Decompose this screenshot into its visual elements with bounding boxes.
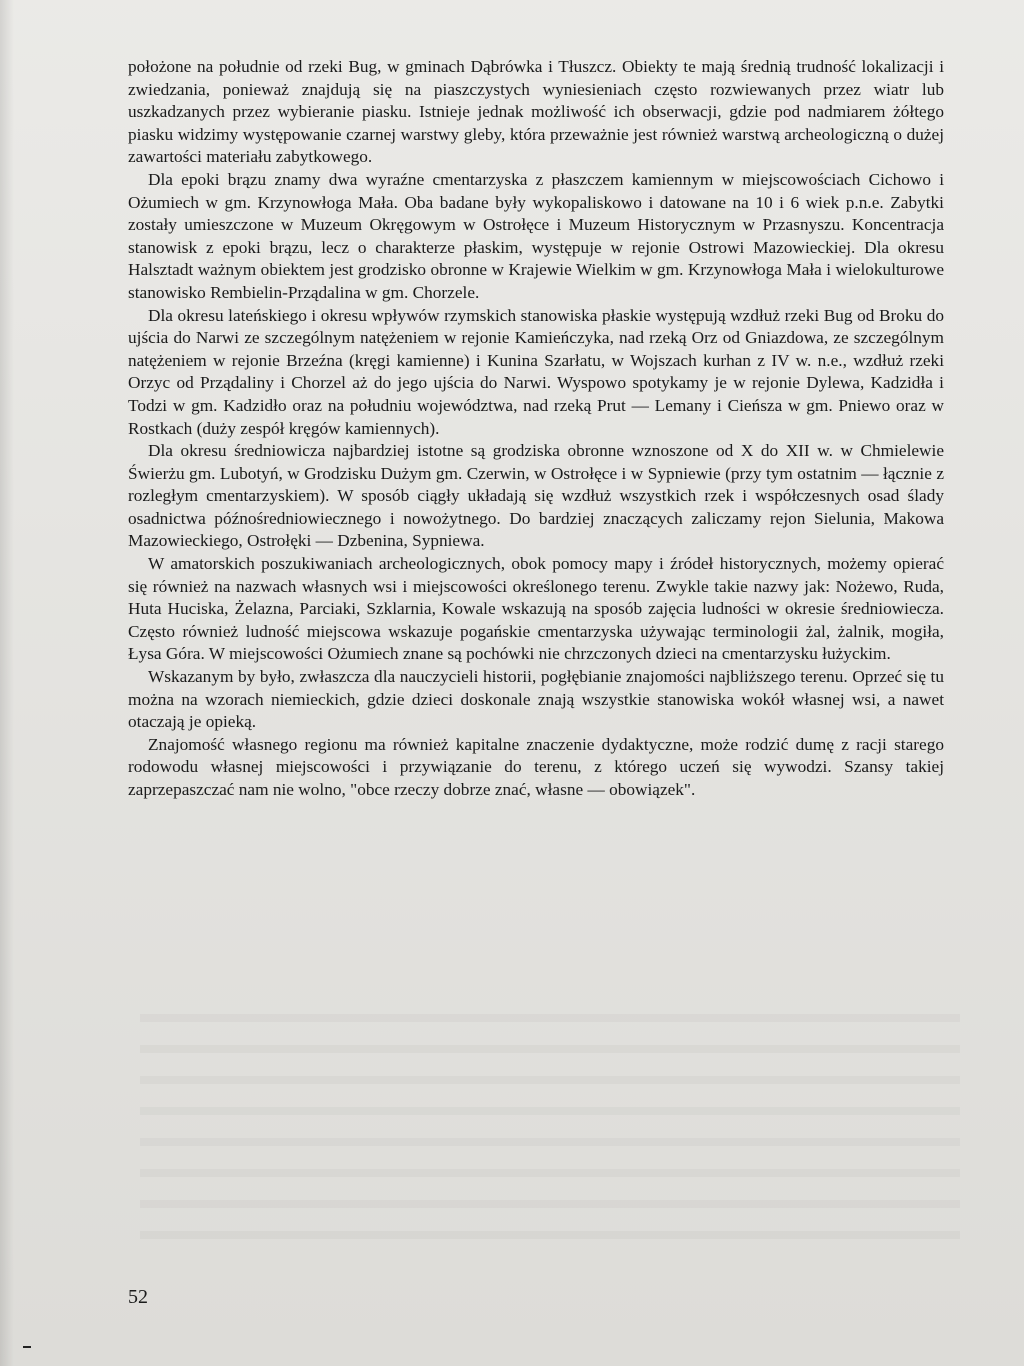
paragraph-teachers: Wskazanym by było, zwłaszcza dla nauczycieli historii, pogłębianie znajomości najbliższego terenu. Oprzeć się tu można na wzorach niemieckich, gdzie dzieci doskonale znają wszystkie stanowiska wokół własnej wsi, a nawet otaczają je opieką. — [128, 667, 944, 732]
paragraph-medieval: Dla okresu średniowicza najbardziej istotne są grodziska obronne wznoszone od X do XII w. w Chmielewie Świerżu gm. Lubotyń, w Grodzisku Dużym gm. Czerwin, w Ostrołęce i w Sypniewie (przy tym ostatnim — łącznie z rozległym cmentarzyskiem). W sposób ciągły układają się wzdłuż wszystkich rzek i współczesnych osad ślady osadnictwa późnośredniowiecznego i nowożytnego. Do bardziej znaczących zaliczamy rejon Sielunia, Makowa Mazowieckiego, Ostrołęki — Dzbenina, Sypniewa. — [128, 441, 944, 551]
page-body-text — [128, 56, 944, 802]
paragraph-continuation: położone na południe od rzeki Bug, w gminach Dąbrówka i Tłuszcz. Obiekty te mają średnią trudność lokalizacji i zwiedzania, ponieważ znajdują się na piaszczystych wyniesieniach często rozwiewanych przez wiatr lub uszkadzanych przez wybieranie piasku. Istnieje jednak możliwość ich obserwacji, gdzie pod nadmiarem żółtego piasku widzimy występowanie czarnej warstwy gleby, która przeważnie jest również warstwą archeologiczną o dużej zawartości materiału zabytkowego. — [128, 57, 944, 167]
paragraph-bronze-age: Dla epoki brązu znamy dwa wyraźne cmentarzyska z płaszczem kamiennym w miejscowościach Cichowo i Ożumiech w gm. Krzynowłoga Mała. Oba badane były wykopaliskowo i datowane na 10 i 6 wiek p.n.e. Zabytki zostały umieszczone w Muzeum Okręgowym w Ostrołęce i Muzeum Historycznym w Przasnyszu. Koncentracja stanowisk z epoki brązu, lecz o charakterze płaskim, występuje w rejonie Ostrowi Mazowieckiej. Dla okresu Halsztadt ważnym obiektem jest grodzisko obronne w Krajewie Wielkim w gm. Krzynowłoga Mała i wielokulturowe stanowisko Rembielin-Prządalina w gm. Chorzele. — [128, 169, 944, 302]
margin-mark — [23, 1346, 31, 1348]
paragraph-amateur-research: W amatorskich poszukiwaniach archeologicznych, obok pomocy mapy i źródeł historycznych, możemy opierać się również na nazwach własnych wsi i miejscowości określonego terenu. Zwykle takie nazwy jak: Nożewo, Ruda, Huta Huciska, Żelazna, Parciaki, Szklarnia, Kowale wskazują na sposób zajęcia ludności w okresie średniowiecza. Często również ludność miejscowa wskazuje pogańskie cmentarzyska używając terminologii żal, żalnik, mogiła, Łysa Góra. W miejscowości Ożumiech znane są pochówki nie chrzczonych dzieci na cmentarzysku łużyckim. — [128, 554, 944, 664]
page-number: 52 — [128, 1286, 148, 1308]
paragraph-regional-knowledge: Znajomość własnego regionu ma również kapitalne znaczenie dydaktyczne, może rodzić dumę z racji starego rodowodu własnej miejscowości i przywiązanie do terenu, z którego uczeń się wywodzi. Szansy takiej zaprzepaszczać nam nie wolno, "obce rzeczy dobrze znać, własne — obowiązek". — [128, 734, 944, 799]
reverse-side-bleed-through — [140, 1000, 960, 1260]
paragraph-la-tene-roman: Dla okresu lateńskiego i okresu wpływów rzymskich stanowiska płaskie występują wzdłuż rzeki Bug od Broku do ujścia do Narwi ze szczególnym natężeniem w rejonie Kamieńczyka, nad rzeką Orz od Gniazdowa, ze szczególnym natężeniem w rejonie Brzeźna (kręgi kamienne) i Kunina Szarłatu, w Wojszach kurhan z IV w. n.e., wzdłuż rzeki Orzyc od Prządaliny i Chorzel aż do jego ujścia do Narwi. Wyspowo spotykamy je w rejonie Dylewa, Kadzidła i Todzi w gm. Kadzidło oraz na południu województwa, nad rzeką Prut — Lemany i Cieńsza w gm. Pniewo oraz w Rostkach (duży zespół kręgów kamiennych). — [128, 305, 944, 438]
